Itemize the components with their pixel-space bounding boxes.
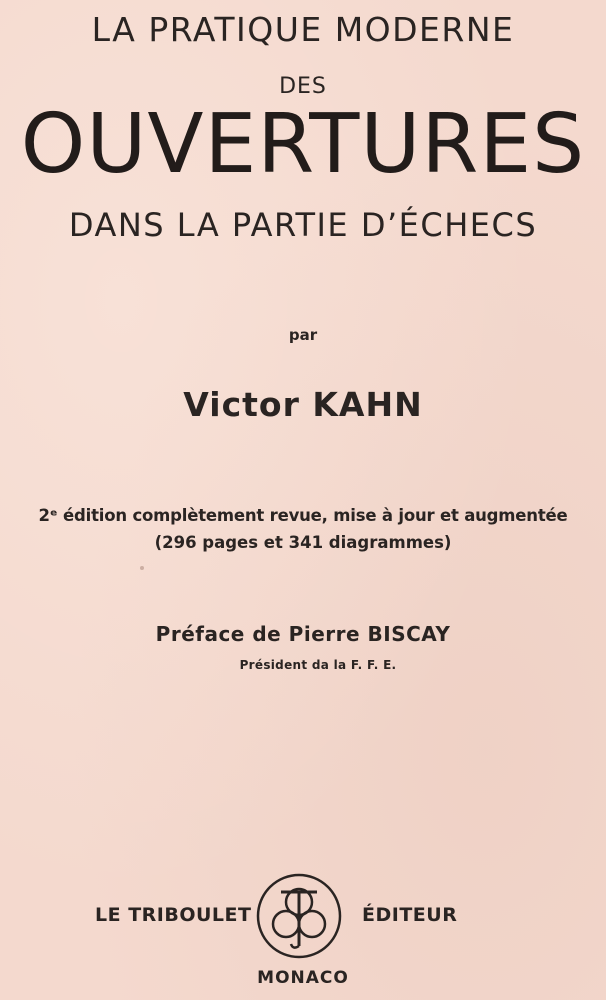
paper-speck xyxy=(140,566,144,570)
edition-line-2: (296 pages et 341 diagrammes) xyxy=(154,533,452,552)
publisher-emblem-icon xyxy=(255,872,343,960)
edition-line-1: 2ᵉ édition complètement revue, mise à jour et augmentée xyxy=(38,506,568,525)
by-label: par xyxy=(288,326,318,344)
preface-affiliation: Président da la F. F. E. xyxy=(239,658,397,672)
title-line-2: DES xyxy=(279,74,327,99)
title-main: OUVERTURES xyxy=(20,97,586,192)
title-line-4: DANS LA PARTIE D’ÉCHECS xyxy=(68,206,538,244)
author-name: Victor KAHN xyxy=(183,385,423,424)
title-line-1: LA PRATIQUE MODERNE xyxy=(91,10,515,49)
publisher-name: LE TRIBOULET xyxy=(95,904,252,926)
preface-credit: Préface de Pierre BISCAY xyxy=(155,622,451,646)
publisher-city: MONACO xyxy=(257,968,349,988)
publisher-role: ÉDITEUR xyxy=(362,904,458,926)
